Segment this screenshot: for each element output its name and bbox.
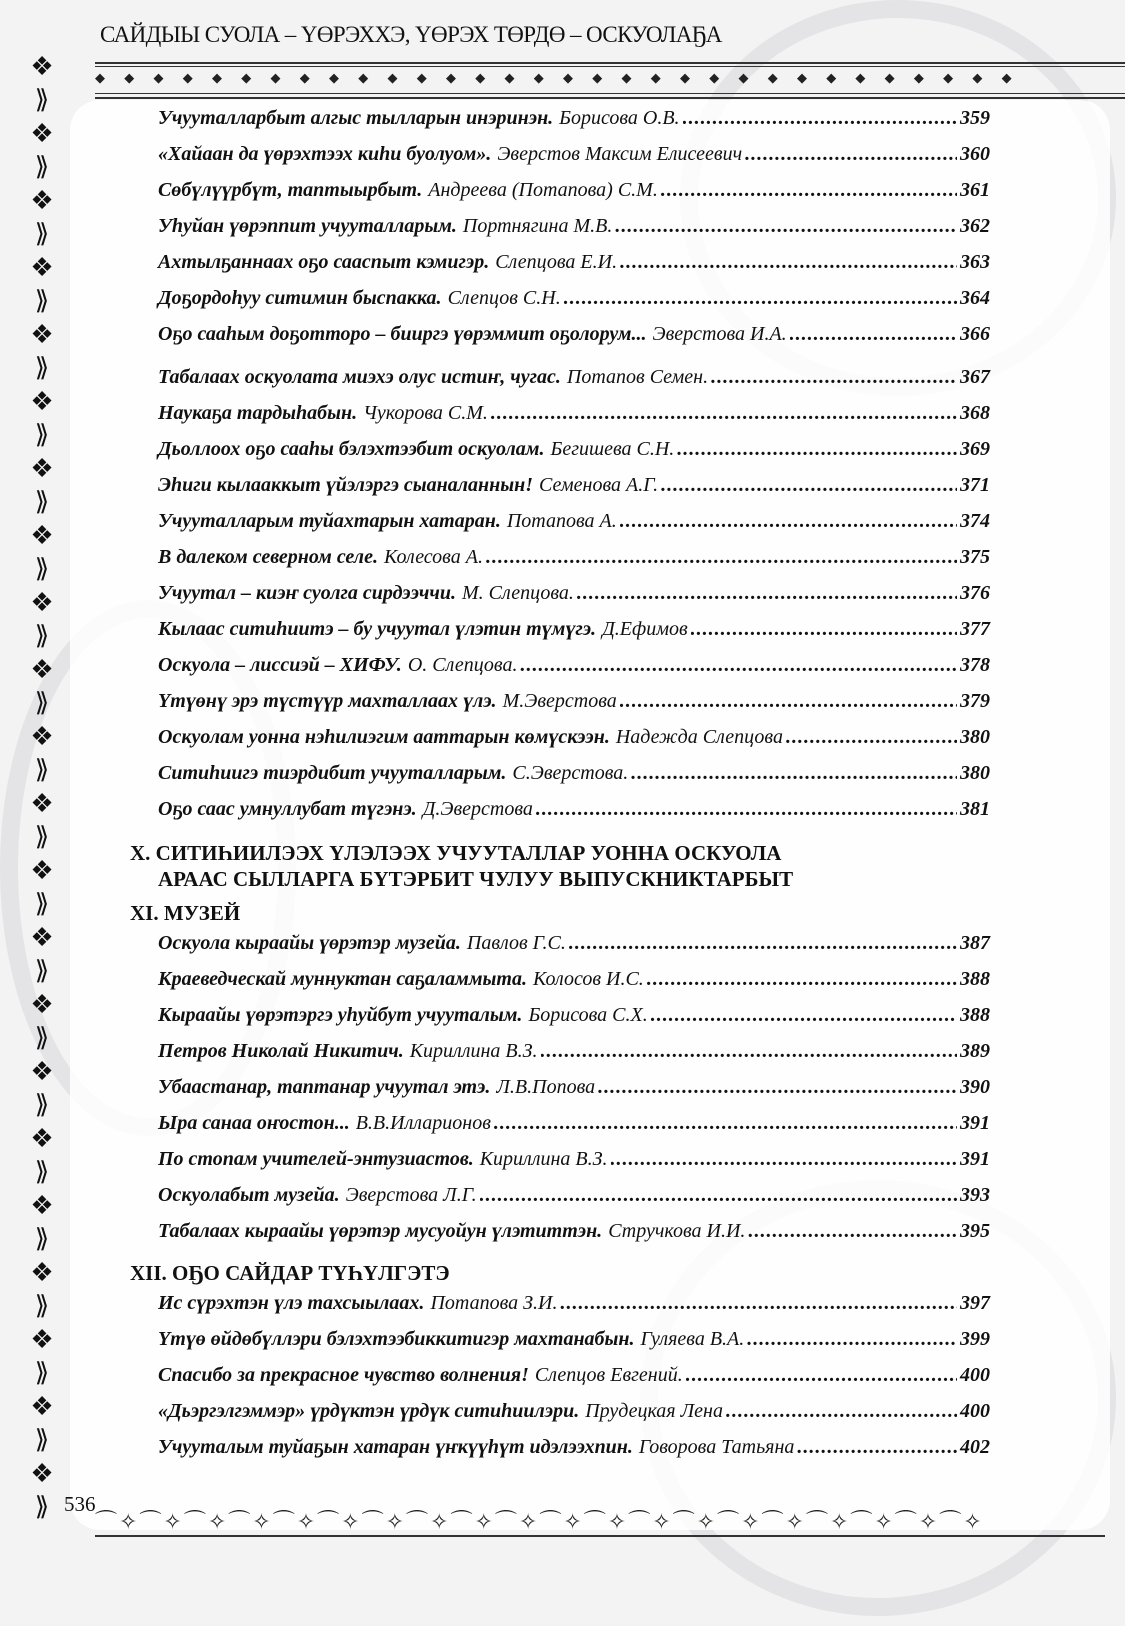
header-rule <box>95 97 1125 99</box>
dot-leader <box>677 438 957 461</box>
toc-entry <box>158 474 990 510</box>
entry-page: 367 <box>960 366 990 388</box>
dot-leader <box>683 107 957 130</box>
section-x-heading <box>130 840 793 892</box>
entry-title: Оскуола кыраайы үөрэтэр музейа. <box>158 932 461 954</box>
toc-entry <box>158 323 990 359</box>
border-ornament-icon: ❖ ⟫ <box>30 253 54 315</box>
toc-entry <box>158 366 990 402</box>
left-ornament-border <box>22 50 62 1524</box>
table-of-contents <box>158 107 990 834</box>
border-ornament-icon: ❖ ⟫ <box>30 1392 54 1454</box>
dot-leader <box>647 968 957 991</box>
entry-title: Ситиhиигэ тиэрдибит учууталларым. <box>158 762 507 784</box>
dot-leader <box>620 510 957 533</box>
page-number: 536 <box>64 1492 96 1516</box>
entry-title: Наукаҕа тардыhабын. <box>158 402 358 424</box>
dot-leader <box>786 726 957 749</box>
entry-page: 362 <box>960 215 990 237</box>
dot-leader <box>747 1328 957 1351</box>
entry-author: М.Эверстова <box>502 690 617 712</box>
entry-author: С.Эверстова. <box>512 762 629 784</box>
entry-page: 402 <box>960 1436 990 1458</box>
entry-page: 377 <box>960 618 990 640</box>
entry-author: Павлов Г.С. <box>466 932 566 954</box>
entry-title: Кыраайы үөрэтэргэ уhуйбут учууталым. <box>158 1004 523 1026</box>
toc-entry <box>158 726 990 762</box>
entry-author: В.В.Илларионов <box>355 1112 491 1134</box>
border-ornament-icon: ❖ ⟫ <box>30 990 54 1052</box>
toc-entry <box>158 179 990 215</box>
entry-author: М. Слепцова. <box>462 582 574 604</box>
entry-title: Оскуолам уонна нэhилиэгим ааттарын көмүскээн. <box>158 726 610 748</box>
entry-author: Эверстов Максим Елисеевич <box>497 143 743 165</box>
entry-page: 388 <box>960 968 990 990</box>
toc-entry <box>158 1004 990 1040</box>
border-ornament-icon: ❖ ⟫ <box>30 722 54 784</box>
toc-entry <box>158 1364 990 1400</box>
toc-entry <box>158 762 990 798</box>
border-ornament-icon: ❖ ⟫ <box>30 119 54 181</box>
dot-leader <box>790 323 957 346</box>
entry-page: 360 <box>960 143 990 165</box>
entry-page: 395 <box>960 1220 990 1242</box>
dot-leader <box>564 287 957 310</box>
entry-page: 380 <box>960 762 990 784</box>
entry-author: Колесова А. <box>383 546 483 568</box>
entry-author: Потапов Семен. <box>566 366 709 388</box>
dot-leader <box>480 1184 957 1207</box>
entry-title: Дьоллоох оҕо сааhы бэлэхтээбит оскуолам. <box>158 438 545 460</box>
section-xii-heading: XII. ОҔО САЙДАР ТҮҺҮЛГЭТЭ <box>130 1261 450 1285</box>
border-ornament-icon: ❖ ⟫ <box>30 588 54 650</box>
entry-author: Прудецкая Лена <box>585 1400 723 1422</box>
section-x-line2: АРААС СЫЛЛАРГА БҮТЭРБИТ ЧУЛУУ ВЫПУСКНИКТАРБЫТ <box>158 867 794 891</box>
border-ornament-icon: ❖ ⟫ <box>30 454 54 516</box>
border-ornament-icon: ❖ ⟫ <box>30 655 54 717</box>
entry-title: Оҕо саас умнуллубат түгэнэ. <box>158 798 417 820</box>
entry-author: Бегишева С.Н. <box>550 438 675 460</box>
entry-title: Учууталларбыт алгыс тылларын инэринэн. <box>158 107 554 129</box>
entry-title: Уhуйан үөрэппит учууталларым. <box>158 215 457 237</box>
entry-title: Үтүө өйдөбүллэри бэлэхтээбиккитигэр махтанабын. <box>158 1328 635 1350</box>
dot-leader <box>726 1400 957 1423</box>
dot-leader <box>577 582 957 605</box>
entry-page: 363 <box>960 251 990 273</box>
entry-title: В далеком северном селе. <box>158 546 378 568</box>
entry-page: 397 <box>960 1292 990 1314</box>
toc-entry <box>158 1220 990 1256</box>
entry-author: Андреева (Потапова) С.М. <box>428 179 658 201</box>
entry-title: Учуутал – киэҥ суолга сирдээччи. <box>158 582 457 604</box>
border-ornament-icon: ❖ ⟫ <box>30 1459 54 1521</box>
entry-title: Ис сүрэхтэн үлэ тахсыылаах. <box>158 1292 425 1314</box>
entry-page: 376 <box>960 582 990 604</box>
bottom-ornament: ⌒✧⌒✧⌒✧⌒✧⌒✧⌒✧⌒✧⌒✧⌒✧⌒✧⌒✧⌒✧⌒✧⌒✧⌒✧⌒✧⌒✧⌒✧⌒✧⌒✧ <box>95 1505 1105 1537</box>
border-ornament-icon: ❖ ⟫ <box>30 789 54 851</box>
entry-page: 388 <box>960 1004 990 1026</box>
entry-author: Говорова Татьяна <box>638 1436 795 1458</box>
entry-title: Кылаас ситиhиитэ – бу учуутал үлэтин түмүгэ. <box>158 618 597 640</box>
toc-museum <box>158 932 990 1256</box>
dot-leader <box>620 251 957 274</box>
entry-page: 393 <box>960 1184 990 1206</box>
border-ornament-icon: ❖ ⟫ <box>30 52 54 114</box>
entry-title: Табалаах оскуолата миэхэ олус истиҥ, чугас. <box>158 366 561 388</box>
entry-author: Кириллина В.З. <box>479 1148 608 1170</box>
toc-entry <box>158 546 990 582</box>
entry-title: «Дьэргэлгэммэр» үрдүктэн үрдүк ситиhиилэри. <box>158 1400 580 1422</box>
dot-leader <box>691 618 957 641</box>
border-ornament-icon: ❖ ⟫ <box>30 387 54 449</box>
entry-title: Спасибо за прекрасное чувство волнения! <box>158 1364 529 1386</box>
entry-page: 369 <box>960 438 990 460</box>
toc-entry <box>158 1292 990 1328</box>
toc-entry <box>158 1328 990 1364</box>
toc-entry <box>158 143 990 179</box>
entry-page: 359 <box>960 107 990 129</box>
toc-entry <box>158 287 990 323</box>
header-rule <box>95 66 1125 67</box>
dot-leader <box>486 546 957 569</box>
dot-leader <box>631 762 957 785</box>
toc-entry <box>158 618 990 654</box>
entry-page: 375 <box>960 546 990 568</box>
entry-title: Убаастанар, таптанар учуутал этэ. <box>158 1076 491 1098</box>
toc-entry <box>158 1436 990 1472</box>
running-head: САЙДЫЫ СУОЛА – ҮӨРЭХХЭ, ҮӨРЭХ ТӨРДӨ – ОСКУОЛАҔА <box>100 22 722 47</box>
entry-author: Стручкова И.И. <box>608 1220 746 1242</box>
entry-author: Слепцов С.Н. <box>447 287 561 309</box>
toc-entry <box>158 1148 990 1184</box>
entry-title: Сөбүлүүрбүт, таптыырбыт. <box>158 179 423 201</box>
entry-author: Л.В.Попова <box>496 1076 596 1098</box>
entry-author: Надежда Слепцова <box>615 726 783 748</box>
entry-page: 374 <box>960 510 990 532</box>
entry-author: О. Слепцова. <box>407 654 518 676</box>
border-ornament-icon: ❖ ⟫ <box>30 186 54 248</box>
border-ornament-icon: ❖ ⟫ <box>30 521 54 583</box>
toc-development <box>158 1292 990 1472</box>
dot-leader <box>611 1148 957 1171</box>
entry-page: 364 <box>960 287 990 309</box>
entry-title: Табалаах кыраайы үөрэтэр мусуойун үлэтиттэн. <box>158 1220 603 1242</box>
entry-author: Колосов И.С. <box>532 968 644 990</box>
toc-entry <box>158 968 990 1004</box>
toc-entry <box>158 107 990 143</box>
entry-page: 387 <box>960 932 990 954</box>
section-x-line1: X. СИТИҺИИЛЭЭХ ҮЛЭЛЭЭХ УЧУУТАЛЛАР УОННА ОСКУОЛА <box>130 841 782 865</box>
entry-page: 381 <box>960 798 990 820</box>
entry-author: Борисова С.Х. <box>528 1004 648 1026</box>
dot-leader <box>541 1040 958 1063</box>
toc-entry <box>158 932 990 968</box>
dot-leader <box>661 179 957 202</box>
dot-leader <box>620 690 957 713</box>
entry-author: Борисова О.В. <box>559 107 680 129</box>
toc-entry <box>158 1112 990 1148</box>
entry-title: Петров Николай Никитич. <box>158 1040 404 1062</box>
entry-page: 391 <box>960 1148 990 1170</box>
entry-title: Оҕо сааhым доҕотторо – бииргэ үөрэммит оҕолорум... <box>158 323 647 345</box>
dot-leader <box>651 1004 957 1027</box>
entry-author: Д.Эверстова <box>422 798 533 820</box>
entry-author: Кириллина В.З. <box>409 1040 538 1062</box>
entry-author: Слепцова Е.И. <box>495 251 618 273</box>
border-ornament-icon: ❖ ⟫ <box>30 1191 54 1253</box>
entry-title: «Хайаан да үөрэхтээх киhи буолуом». <box>158 143 492 165</box>
entry-page: 378 <box>960 654 990 676</box>
entry-author: Потапова З.И. <box>430 1292 558 1314</box>
entry-title: Учууталым туйаҕын хатаран үҥкүүhүт идэлээхпин. <box>158 1436 633 1458</box>
entry-author: Чукорова С.М. <box>363 402 488 424</box>
entry-author: Семенова А.Г. <box>539 474 659 496</box>
section-xi-heading: XI. МУЗЕЙ <box>130 901 241 925</box>
header-rule <box>95 62 1125 64</box>
entry-title: Оскуола – лиссиэй – ХИФУ. <box>158 654 402 676</box>
entry-author: Слепцов Евгений. <box>534 1364 683 1386</box>
entry-page: 368 <box>960 402 990 424</box>
border-ornament-icon: ❖ ⟫ <box>30 1124 54 1186</box>
dot-leader <box>797 1436 957 1459</box>
entry-title: Доҕордоhуу ситимин быспакка. <box>158 287 442 309</box>
entry-page: 380 <box>960 726 990 748</box>
entry-title: Оскуолабыт музейа. <box>158 1184 340 1206</box>
toc-entry <box>158 438 990 474</box>
toc-entry <box>158 1040 990 1076</box>
dot-leader <box>560 1292 957 1315</box>
toc-entry <box>158 654 990 690</box>
entry-title: Ыра санаа оҥостон... <box>158 1112 350 1134</box>
dot-leader <box>494 1112 957 1135</box>
entry-page: 371 <box>960 474 990 496</box>
entry-title: Үтүөнү эрэ түстүүр махталлаах үлэ. <box>158 690 497 712</box>
toc-entry <box>158 1076 990 1112</box>
toc-entry <box>158 402 990 438</box>
border-ornament-icon: ❖ ⟫ <box>30 856 54 918</box>
entry-page: 391 <box>960 1112 990 1134</box>
entry-page: 361 <box>960 179 990 201</box>
toc-entry <box>158 582 990 618</box>
entry-title: Ахтылҕаннаах оҕо сааспыт кэмигэр. <box>158 251 490 273</box>
entry-page: 366 <box>960 323 990 345</box>
dot-leader <box>661 474 957 497</box>
entry-author: Гуляева В.А. <box>640 1328 745 1350</box>
entry-page: 390 <box>960 1076 990 1098</box>
entry-author: Эверстова И.А. <box>652 323 787 345</box>
dot-leader <box>520 654 957 677</box>
entry-page: 400 <box>960 1364 990 1386</box>
toc-entry <box>158 215 990 251</box>
border-ornament-icon: ❖ ⟫ <box>30 1258 54 1320</box>
border-ornament-icon: ❖ ⟫ <box>30 1325 54 1387</box>
entry-author: Д.Ефимов <box>602 618 688 640</box>
toc-entry <box>158 1184 990 1220</box>
dot-leader <box>748 1220 957 1243</box>
entry-page: 389 <box>960 1040 990 1062</box>
toc-entry <box>158 1400 990 1436</box>
entry-page: 379 <box>960 690 990 712</box>
entry-author: Портнягина М.В. <box>462 215 613 237</box>
header-rule <box>95 93 1125 94</box>
dot-leader <box>569 932 957 955</box>
border-ornament-icon: ❖ ⟫ <box>30 320 54 382</box>
entry-title: Эhиги кылааккыт үйэлэргэ сыаналаннын! <box>158 474 534 496</box>
entry-page: 399 <box>960 1328 990 1350</box>
border-ornament-icon: ❖ ⟫ <box>30 1057 54 1119</box>
dot-leader <box>598 1076 957 1099</box>
toc-entry <box>158 251 990 287</box>
toc-entry <box>158 510 990 546</box>
entry-title: По стопам учителей-энтузиастов. <box>158 1148 474 1170</box>
dot-leader <box>711 366 957 389</box>
entry-author: Потапова А. <box>506 510 617 532</box>
entry-page: 400 <box>960 1400 990 1422</box>
dot-leader <box>536 798 957 821</box>
toc-entry <box>158 798 990 834</box>
border-ornament-icon: ❖ ⟫ <box>30 923 54 985</box>
dot-leader <box>686 1364 957 1387</box>
header-ornament: ◆ ◆ ◆ ◆ ◆ ◆ ◆ ◆ ◆ ◆ ◆ ◆ ◆ ◆ ◆ ◆ ◆ ◆ ◆ ◆ ◆ ◆ ◆ ◆ ◆ ◆ ◆ ◆ ◆ ◆ ◆ ◆ <box>95 70 1020 85</box>
toc-entry <box>158 690 990 726</box>
dot-leader <box>615 215 957 238</box>
entry-author: Эверстова Л.Г. <box>345 1184 477 1206</box>
dot-leader <box>745 143 957 166</box>
entry-title: Учууталларым туйахтарын хатаран. <box>158 510 501 532</box>
dot-leader <box>491 402 957 425</box>
entry-title: Краеведческай муннуктан саҕаламмыта. <box>158 968 527 990</box>
